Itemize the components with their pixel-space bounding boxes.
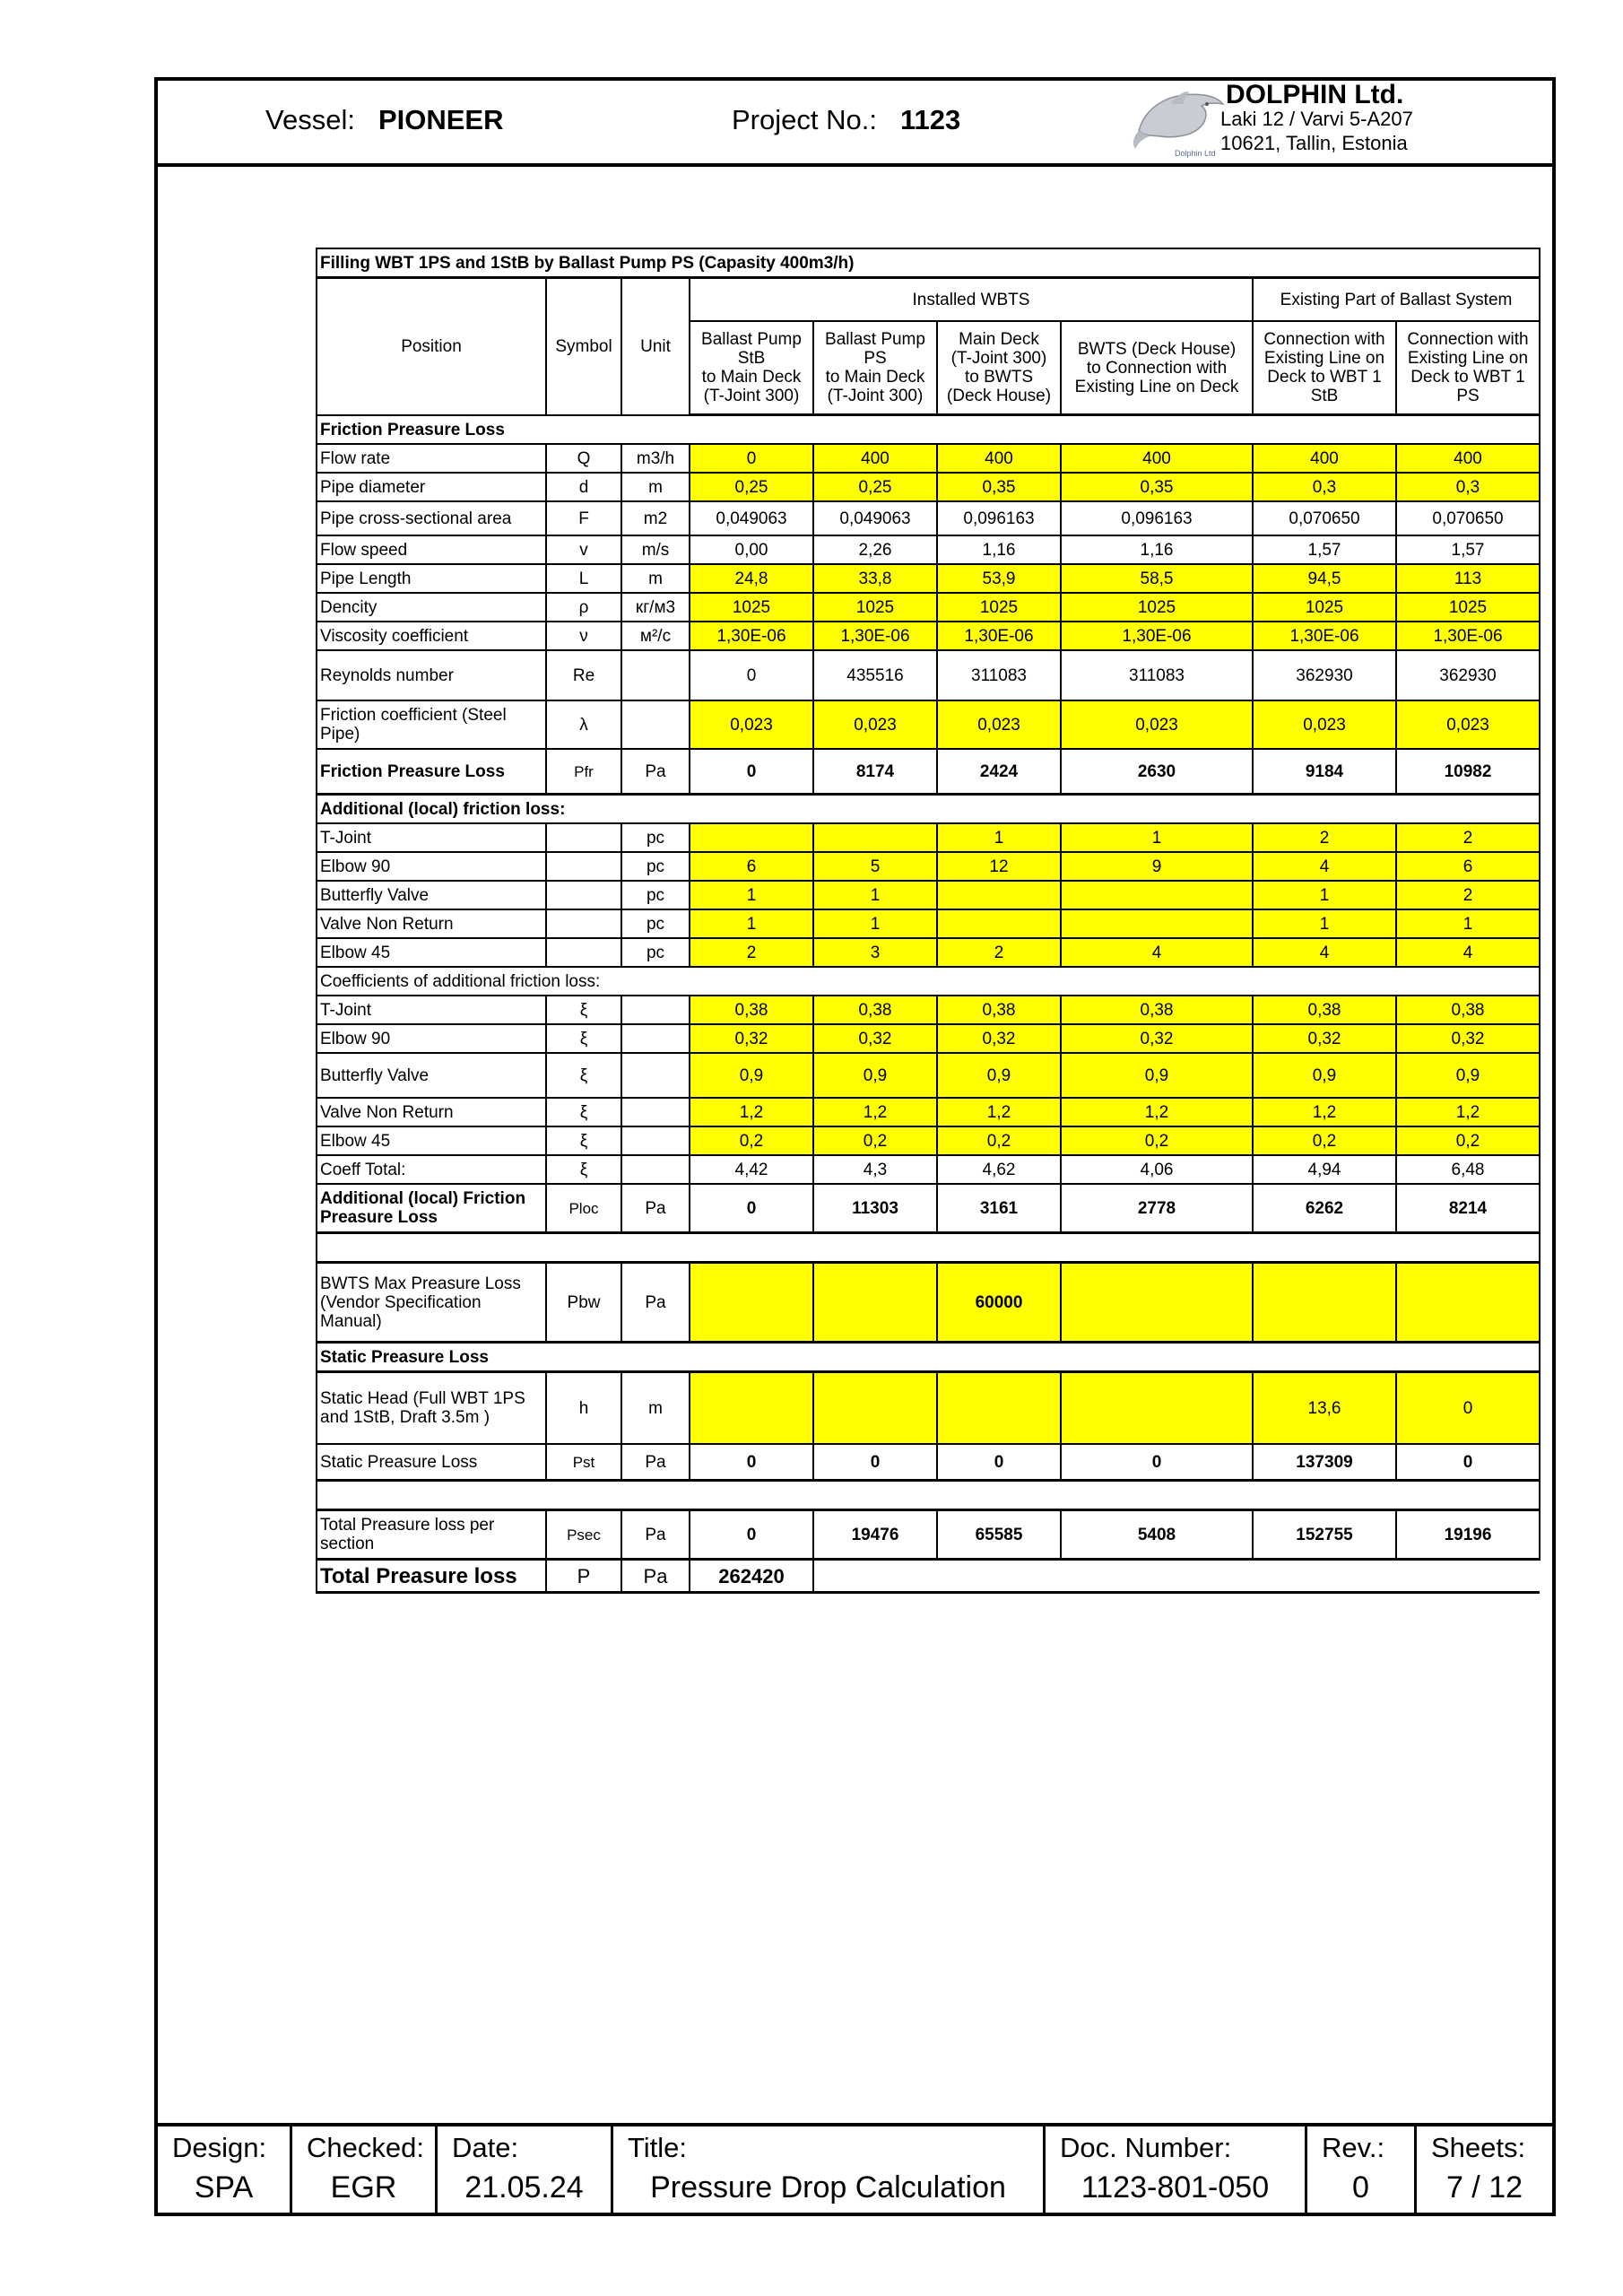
section-header: Connection with Existing Line on Deck to WBT 1 PS	[1396, 321, 1540, 415]
table-row: Dencity ρ кг/м3 1025 1025 1025 1025 1025 1025	[317, 593, 1540, 622]
table-row: Butterfly Valve pc 1 1 1 2	[317, 881, 1540, 909]
doc-number-cell: Doc. Number: 1123-801-050	[1046, 2126, 1307, 2213]
dolphin-logo-icon	[1126, 84, 1234, 160]
table-row: Elbow 45 ξ 0,2 0,2 0,2 0,2 0,2 0,2	[317, 1126, 1540, 1155]
address-line-2: 10621, Tallin, Estonia	[1220, 132, 1408, 154]
table-row: Viscosity coefficient ν м²/с 1,30E-06 1,30E-06 1,30E-06 1,30E-06 1,30E-06 1,30E-06	[317, 622, 1540, 650]
existing-system-header: Existing Part of Ballast System	[1253, 278, 1540, 322]
reynolds-row: Reynolds number Re 0 435516 311083 311083 362930 362930	[317, 650, 1540, 700]
coef-total-row: Coeff Total: ξ 4,42 4,3 4,62 4,06 4,94 6,48	[317, 1155, 1540, 1184]
local-loss-row: Additional (local) Friction Preasure Loss Ploc Pa 0 11303 3161 2778 6262 8214	[317, 1184, 1540, 1233]
sheets-cell: Sheets: 7 / 12	[1431, 2132, 1526, 2205]
table-row: Valve Non Return pc 1 1 1 1	[317, 909, 1540, 938]
table-row: Elbow 90 ξ 0,32 0,32 0,32 0,32 0,32 0,32	[317, 1024, 1540, 1053]
section-header: Ballast Pump StB to Main Deck (T-Joint 300)	[690, 321, 813, 415]
title-cell: Title: Pressure Drop Calculation	[613, 2126, 1046, 2213]
friction-coef-row: Friction coefficient (Steel Pipe) λ 0,023 0,023 0,023 0,023 0,023 0,023	[317, 700, 1540, 749]
friction-loss-row: Friction Preasure Loss Pfr Pa 0 8174 2424 2630 9184 10982	[317, 749, 1540, 795]
design-cell: Design: SPA	[158, 2126, 292, 2213]
table-title: Filling WBT 1PS and 1StB by Ballast Pump PS (Capasity 400m3/h)	[317, 248, 1540, 278]
total-section-row: Total Preasure loss per section Psec Pa 0 19476 65585 5408 152755 19196	[317, 1510, 1540, 1560]
additional-loss-header: Additional (local) friction loss:	[317, 795, 1540, 824]
title-block	[158, 2123, 1552, 2213]
project-value: 1123	[899, 104, 961, 135]
table-row: Flow speed v m/s 0,00 2,26 1,16 1,16 1,57 1,57	[317, 535, 1540, 564]
table-row: T-Joint ξ 0,38 0,38 0,38 0,38 0,38 0,38	[317, 996, 1540, 1024]
project-label: Project No.:	[732, 104, 877, 135]
spacer-row	[317, 1233, 1540, 1263]
table-row: Pipe Length L m 24,8 33,8 53,9 58,5 94,5 113	[317, 564, 1540, 593]
vessel-value: PIONEER	[378, 104, 504, 135]
friction-section-header: Friction Preasure Loss	[317, 415, 1540, 445]
symbol-header: Symbol	[546, 278, 621, 415]
pressure-calc-table	[316, 248, 1541, 1594]
static-loss-row: Static Preasure Loss Pst Pa 0 0 0 0 137309 0	[317, 1444, 1540, 1481]
company-name: DOLPHIN Ltd.	[1226, 80, 1404, 109]
bwts-row: BWTS Max Preasure Loss (Vendor Specification Manual) Pbw Pa 60000	[317, 1263, 1540, 1343]
table-row: Butterfly Valve ξ 0,9 0,9 0,9 0,9 0,9 0,9	[317, 1053, 1540, 1098]
logo-text: Dolphin Ltd	[1175, 149, 1216, 158]
vessel-field	[265, 104, 503, 136]
installed-wbts-header: Installed WBTS	[690, 278, 1253, 322]
total-row: Total Preasure loss P Pa 262420	[317, 1560, 1540, 1593]
table-row: Elbow 45 pc 2 3 2 4 4 4	[317, 938, 1540, 967]
table-row: Elbow 90 pc 6 5 12 9 4 6	[317, 852, 1540, 881]
table-row: Valve Non Return ξ 1,2 1,2 1,2 1,2 1,2 1,2	[317, 1098, 1540, 1126]
table-row: Flow rate Q m3/h 0 400 400 400 400 400	[317, 444, 1540, 473]
table-row: Pipe diameter d m 0,25 0,25 0,35 0,35 0,3 0,3	[317, 473, 1540, 501]
coef-section-header: Coefficients of additional friction loss:	[317, 967, 1540, 996]
checked-cell: Checked: EGR	[292, 2126, 438, 2213]
date-cell: Date: 21.05.24	[438, 2126, 613, 2213]
static-loss-header: Static Preasure Loss	[317, 1343, 1540, 1372]
position-header: Position	[317, 278, 546, 415]
unit-header: Unit	[621, 278, 690, 415]
table-row: Pipe cross-sectional area F m2 0,049063 0,049063 0,096163 0,096163 0,070650 0,070650	[317, 501, 1540, 535]
static-head-row: Static Head (Full WBT 1PS and 1StB, Draft 3.5m ) h m 13,6 0	[317, 1372, 1540, 1445]
company-block	[1220, 80, 1413, 155]
section-header: Ballast Pump PS to Main Deck (T-Joint 300)	[813, 321, 937, 415]
section-header: Connection with Existing Line on Deck to WBT 1 StB	[1253, 321, 1396, 415]
revision-cell: Rev.: 0	[1307, 2126, 1417, 2213]
drawing-frame	[154, 77, 1556, 2216]
title-header	[158, 81, 1552, 167]
address-line-1: Laki 12 / Varvi 5-A207	[1220, 108, 1413, 130]
spacer-row	[317, 1481, 1540, 1510]
table-row: T-Joint pc 1 1 2 2	[317, 823, 1540, 852]
vessel-label: Vessel:	[265, 104, 355, 135]
project-field	[732, 104, 960, 136]
section-header: BWTS (Deck House) to Connection with Existing Line on Deck	[1061, 321, 1253, 415]
section-header: Main Deck (T-Joint 300) to BWTS (Deck House)	[937, 321, 1061, 415]
